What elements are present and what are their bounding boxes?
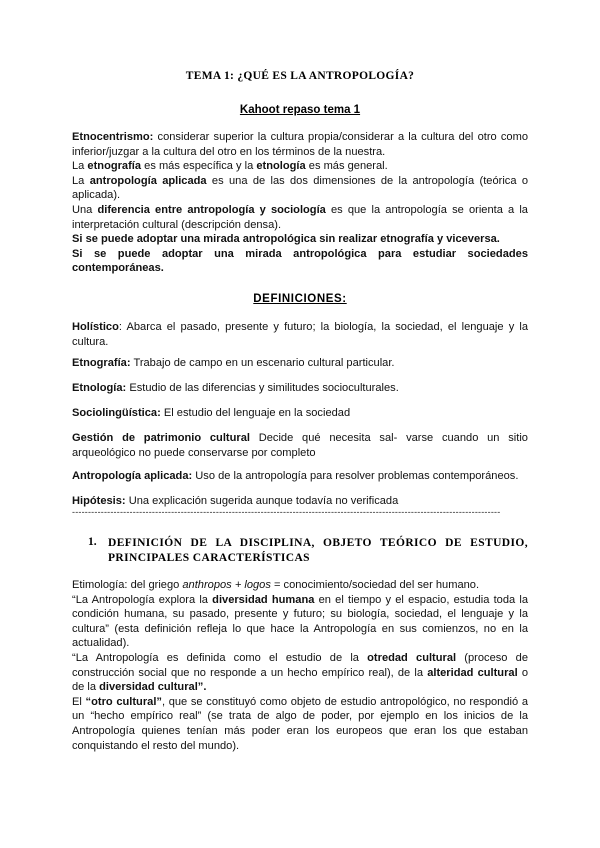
definitions-heading: DEFINICIONES:: [253, 293, 347, 305]
kahoot-paragraph: Si se puede adoptar una mirada antropológica sin realizar etnografía y viceversa.: [72, 233, 500, 246]
kahoot-paragraph: Si se puede adoptar una mirada antropológica para estudiar sociedades contemporáneas.: [72, 247, 528, 275]
kahoot-review-block: [72, 130, 528, 276]
definition-item: Etnografía: Trabajo de campo en un escenario cultural particular.: [72, 357, 395, 369]
definition-item: Holístico: Abarca el pasado, presente y futuro; la biología, la sociedad, el lenguaje y la cultura.: [72, 321, 529, 348]
section-paragraph: “La Antropología explora la diversidad humana en el tiempo y el espacio, estudia toda la condición humana, su pasado, presente y futuro; su biología, sociedad, el lenguaje y la cultura” (esta definición refleja lo que hace la Antropología en sus comienzos, no en la actualidad).: [72, 593, 529, 650]
section-number: 1.: [88, 536, 97, 548]
section-body: [72, 578, 528, 753]
section-paragraph: El “otro cultural”, que se constituyó como objeto de estudio antropológico, no respondió a un “hecho empírico real” (se trata de algo de poder, por ejemplo en los inicios de la Antropología quienes tenían más poder eran los europeos que eran los que estaban conquistando el resto del mundo).: [72, 695, 529, 752]
page-title: TEMA 1: ¿QUÉ ES LA ANTROPOLOGÍA?: [185, 70, 415, 82]
kahoot-paragraph: La antropología aplicada es una de las dos dimensiones de la antropología (teórica o aplicada).: [72, 174, 529, 202]
definition-item: Sociolingüística: El estudio del lenguaje en la sociedad: [72, 407, 351, 419]
section-title: DEFINICIÓN DE LA DISCIPLINA, OBJETO TEÓRICO DE ESTUDIO, PRINCIPALES CARACTERÍSTICAS: [108, 537, 528, 564]
definition-item: Hipótesis: Una explicación sugerida aunque todavía no verificada: [72, 495, 399, 507]
kahoot-paragraph: Una diferencia entre antropología y sociología es que la antropología se orienta a la interpretación cultural (descripción densa).: [72, 203, 528, 231]
kahoot-paragraph: La etnografía es más específica y la etnología es más general.: [72, 160, 388, 173]
section-paragraph: “La Antropología es definida como el estudio de la otredad cultural (proceso de construcción social que no responde a un hecho empírico real), de la alteridad cultural o de la diversidad cultural”.: [72, 651, 528, 694]
definition-item: Etnología: Estudio de las diferencias y similitudes socioculturales.: [72, 382, 399, 394]
term-label: Etnocentrismo:: [72, 131, 154, 143]
definition-item: Gestión de patrimonio cultural Decide qué necesita sal- varse cuando un sitio arqueológico no puede conservarse por completo: [72, 432, 528, 459]
section-paragraph: Etimología: del griego anthropos + logos = conocimiento/sociedad del ser humano.: [72, 579, 480, 591]
kahoot-paragraph: Etnocentrismo: considerar superior la cultura propia/considerar a la cultura del otro como inferior/juzgar a la cultura del otro en los términos de la nuestra.: [72, 131, 528, 158]
page-subtitle: Kahoot repaso tema 1: [239, 104, 361, 116]
dashed-separator: --------------------------------------------------------------------------------------------------------------------------------------: [72, 507, 501, 517]
definition-item: Antropología aplicada: Uso de la antropología para resolver problemas contemporáneos.: [72, 470, 519, 482]
